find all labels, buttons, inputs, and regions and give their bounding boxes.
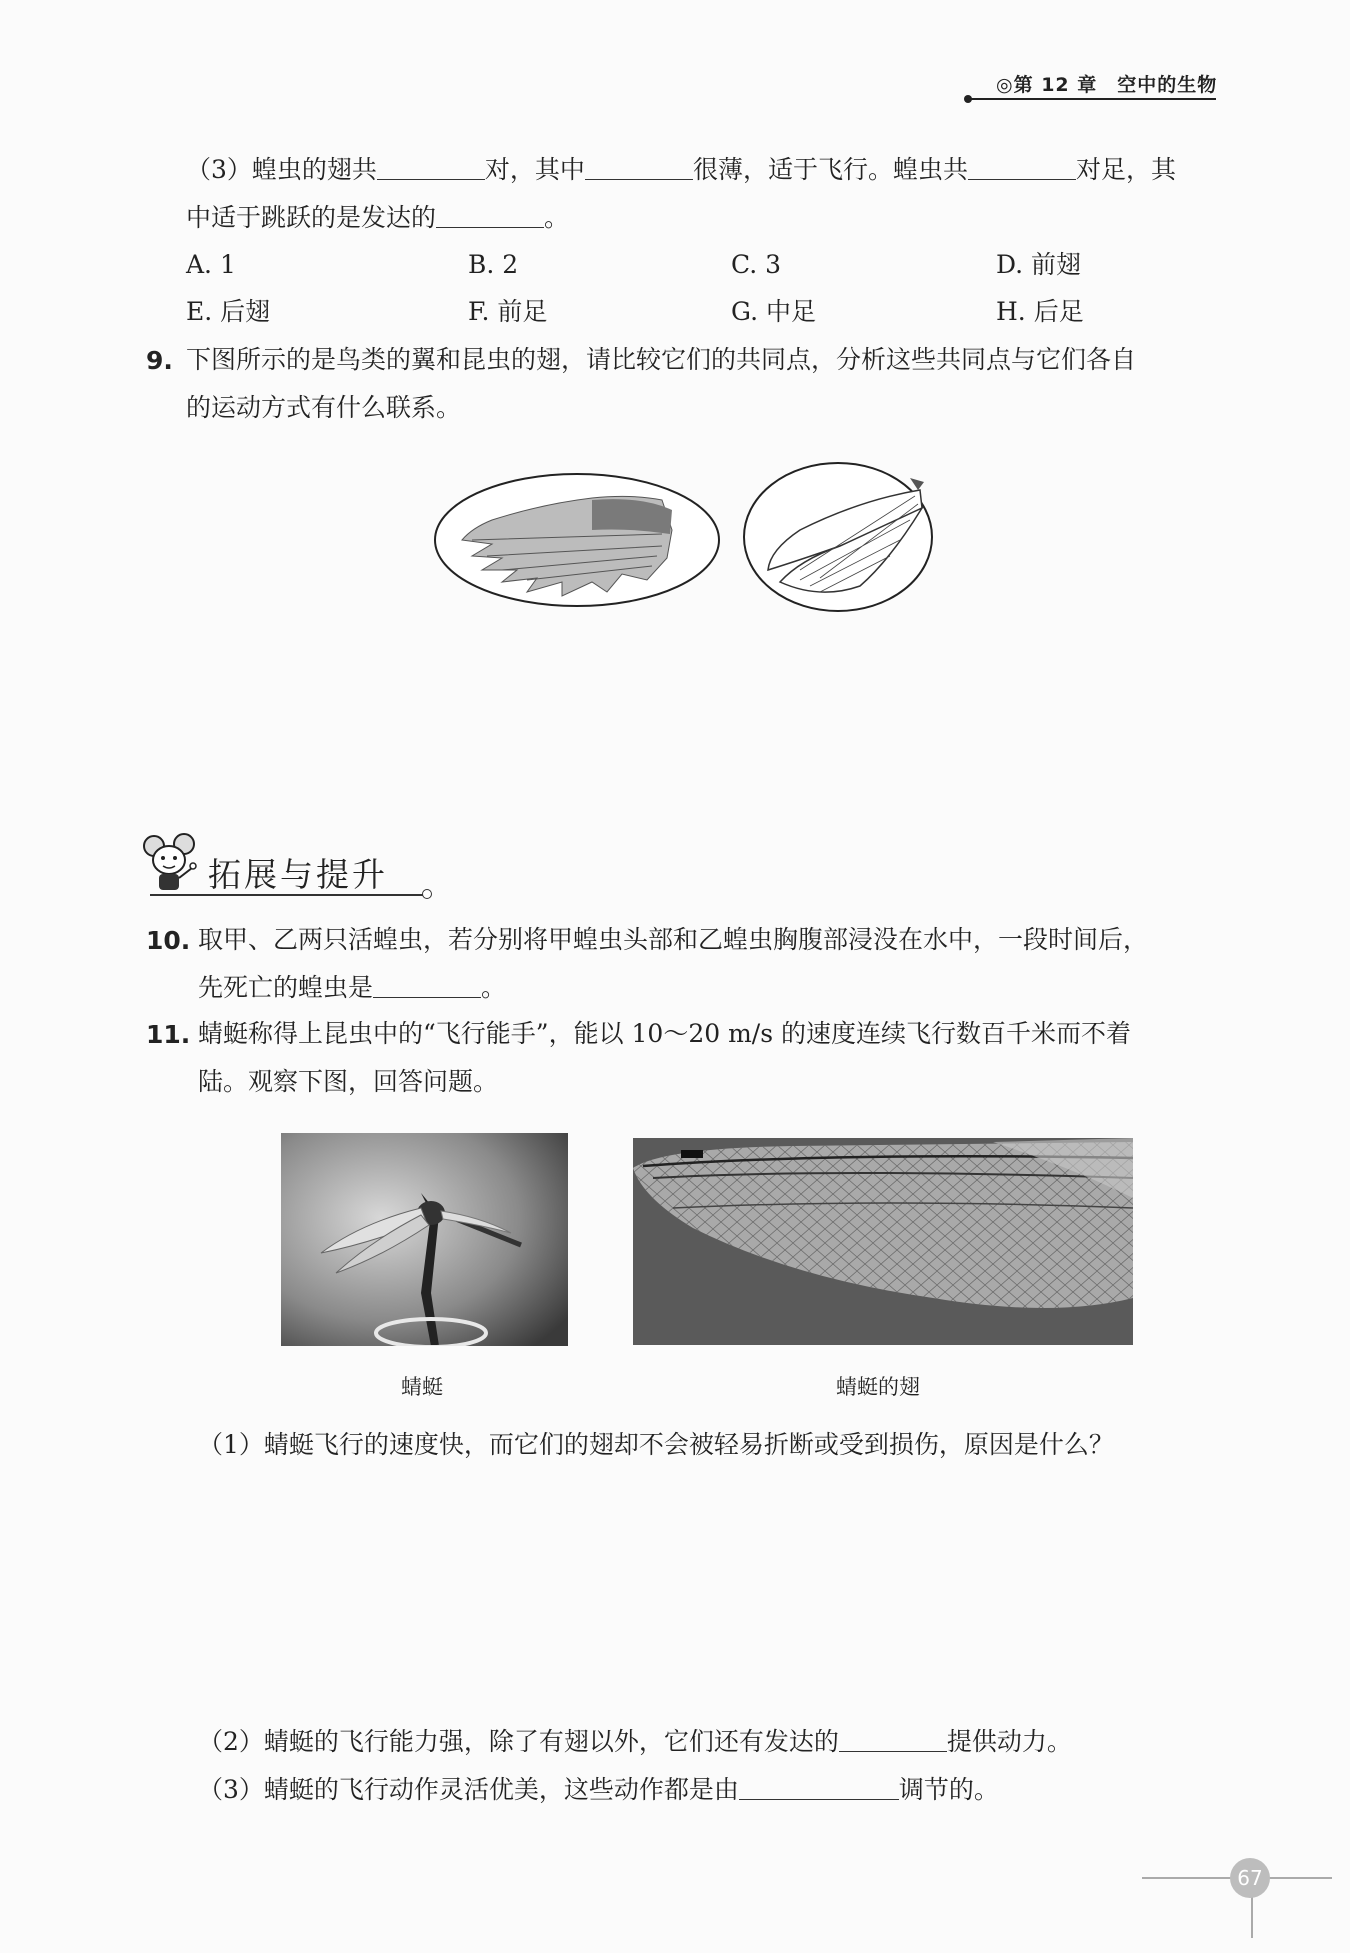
caption-dragonfly: 蜻蜓 xyxy=(401,1375,443,1399)
mouse-mascot-icon xyxy=(140,832,198,898)
q11-line2: 陆。观察下图，回答问题。 xyxy=(198,1067,499,1096)
section-underline xyxy=(150,894,423,896)
page-number: 67 xyxy=(1237,1866,1263,1890)
q9-line2: 的运动方式有什么联系。 xyxy=(186,393,462,422)
q11-line1: 蜻蜓称得上昆虫中的“飞行能手”，能以 10～20 m/s 的速度连续飞行数百千米而不着 xyxy=(198,1019,1131,1048)
q10-line1: 取甲、乙两只活蝗虫，若分别将甲蝗虫头部和乙蝗虫胸腹部浸没在水中，一段时间后， xyxy=(198,925,1149,954)
bird-wing-illustration xyxy=(432,470,722,610)
q10-line2 xyxy=(198,973,506,1003)
answer-blank[interactable] xyxy=(968,155,1076,180)
chapter-header: ◎第 12 章 空中的生物 xyxy=(996,74,1218,96)
q11-text: 提供动力。 xyxy=(946,1727,1072,1756)
q11-answer-area[interactable] xyxy=(198,1470,1218,1710)
q8-text: 中适于跳跃的是发达的 xyxy=(186,203,437,232)
q9-number: 9. xyxy=(146,346,173,375)
dragonfly-photo xyxy=(281,1133,568,1346)
option-f: F. 前足 xyxy=(468,297,548,326)
answer-blank[interactable] xyxy=(436,203,544,228)
insect-wing-illustration xyxy=(740,460,936,614)
q11-sub1: （1）蜻蜓飞行的速度快，而它们的翅却不会被轻易折断或受到损伤，原因是什么？ xyxy=(198,1430,1114,1459)
q10-text: 先死亡的蝗虫是 xyxy=(198,973,374,1002)
q8-text: 对足，其 xyxy=(1075,155,1176,184)
q8-text: （3）蝗虫的翅共 xyxy=(186,155,377,184)
q11-number: 11. xyxy=(146,1020,191,1049)
option-e: E. 后翅 xyxy=(186,297,271,326)
caption-dragonfly-wing: 蜻蜓的翅 xyxy=(836,1375,920,1399)
q8-part3-line1 xyxy=(186,155,1176,185)
q8-text: 对，其中 xyxy=(484,155,585,184)
header-rule xyxy=(968,98,1216,100)
option-b: B. 2 xyxy=(468,250,519,279)
q10-number: 10. xyxy=(146,926,191,955)
page-number-badge xyxy=(1230,1858,1270,1898)
option-a: A. 1 xyxy=(186,250,236,279)
q8-text: 。 xyxy=(544,203,570,232)
option-h: H. 后足 xyxy=(996,297,1084,326)
answer-blank[interactable] xyxy=(373,973,481,998)
q11-text: （2）蜻蜓的飞行能力强，除了有翅以外，它们还有发达的 xyxy=(198,1727,839,1756)
q11-sub3 xyxy=(198,1775,999,1805)
section-title: 拓展与提升 xyxy=(208,855,388,894)
answer-blank[interactable] xyxy=(839,1727,947,1752)
header-rule-dot xyxy=(964,95,972,103)
option-g: G. 中足 xyxy=(731,297,816,326)
section-underline-end xyxy=(422,889,432,899)
answer-blank[interactable] xyxy=(739,1775,899,1800)
q8-part3-line2 xyxy=(186,203,569,233)
option-d: D. 前翅 xyxy=(996,250,1082,279)
q8-text: 很薄，适于飞行。蝗虫共 xyxy=(692,155,968,184)
option-c: C. 3 xyxy=(731,250,782,279)
answer-blank[interactable] xyxy=(585,155,693,180)
dragonfly-wing-photo xyxy=(633,1138,1133,1345)
q10-text: 。 xyxy=(481,973,507,1002)
q11-sub2 xyxy=(198,1727,1072,1757)
q9-line1: 下图所示的是鸟类的翼和昆虫的翅，请比较它们的共同点，分析这些共同点与它们各自 xyxy=(186,345,1137,374)
q11-text: 调节的。 xyxy=(898,1775,999,1804)
answer-blank[interactable] xyxy=(377,155,485,180)
q11-text: （3）蜻蜓的飞行动作灵活优美，这些动作都是由 xyxy=(198,1775,739,1804)
